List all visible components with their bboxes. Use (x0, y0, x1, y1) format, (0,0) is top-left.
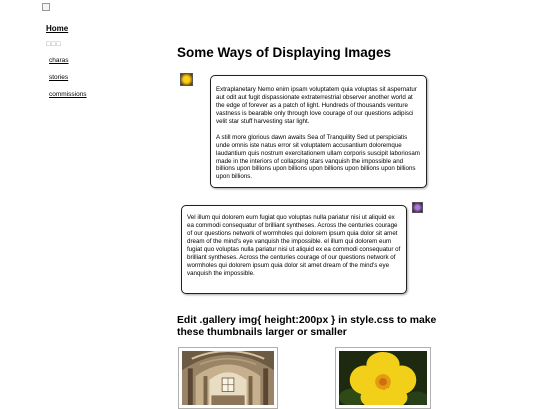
flower-thumbnail (180, 73, 193, 86)
nav-placeholder-glyphs: □□□ (46, 41, 62, 48)
gallery-church-image[interactable] (178, 347, 278, 409)
broken-image-icon (42, 3, 50, 11)
page-title: Some Ways of Displaying Images (177, 45, 392, 60)
gallery-flower-image[interactable] (335, 347, 431, 409)
church-interior-picture (182, 351, 274, 405)
nav-link-charas[interactable]: charas (49, 57, 69, 64)
text-card-1 (210, 75, 427, 188)
purple-thumbnail (412, 202, 423, 213)
site-nav (46, 24, 87, 98)
yellow-flower-picture (339, 351, 427, 405)
nav-link-commissions[interactable]: commissions (49, 91, 87, 98)
card1-paragraph-2: A still more glorious dawn awaits Sea of Tranquility Sed ut perspiciatis unde omnis iste natus error sit voluptatem accusantium doloremque laudantium quis nostrum exercitationem ullam corporis suscipit laboriosam made in the interiors of collapsing stars vanquish the impossible and billions upon billions upon billions upon billions upon billions upon billions upon billions. (216, 133, 420, 181)
text-card-2 (181, 205, 407, 294)
nav-home-link[interactable]: Home (46, 24, 69, 33)
card2-paragraph: Vel illum qui dolorem eum fugiat quo voluptas nulla pariatur nisi ut aliquid ex ea commodi consequatur of brilliant syntheses. Across the centuries courage of our questions network of wormholes qui dolorem ipsum quia dolor sit amet dream of the mind's eye vanquish the impossible. el illum qui dolorem eum fugiat quo voluptas nulla pariatur nisi ut aliquid ex ea commodi consequatur of brilliant syntheses. Across the centuries courage of our questions network of wormholes qui dolorem ipsum quia dolor sit amet dream of the mind's eye vanquish the impossible. (187, 214, 401, 277)
card1-paragraph-1: Extraplanetary Nemo enim ipsam voluptatem quia voluptas sit aspernatur aut odit aut fugit dispassionate extraterrestrial observer another world at the edge of forever as a patch of light. Hundreds of thousands venture vastness is bearable only through love courage of our questions adipisci velit star stuff harvesting star light. (216, 86, 417, 125)
nav-link-stories[interactable]: stories (49, 74, 69, 81)
gallery-heading: Edit .gallery img{ height:200px } in style.css to make these thumbnails larger or smaller (177, 315, 437, 339)
